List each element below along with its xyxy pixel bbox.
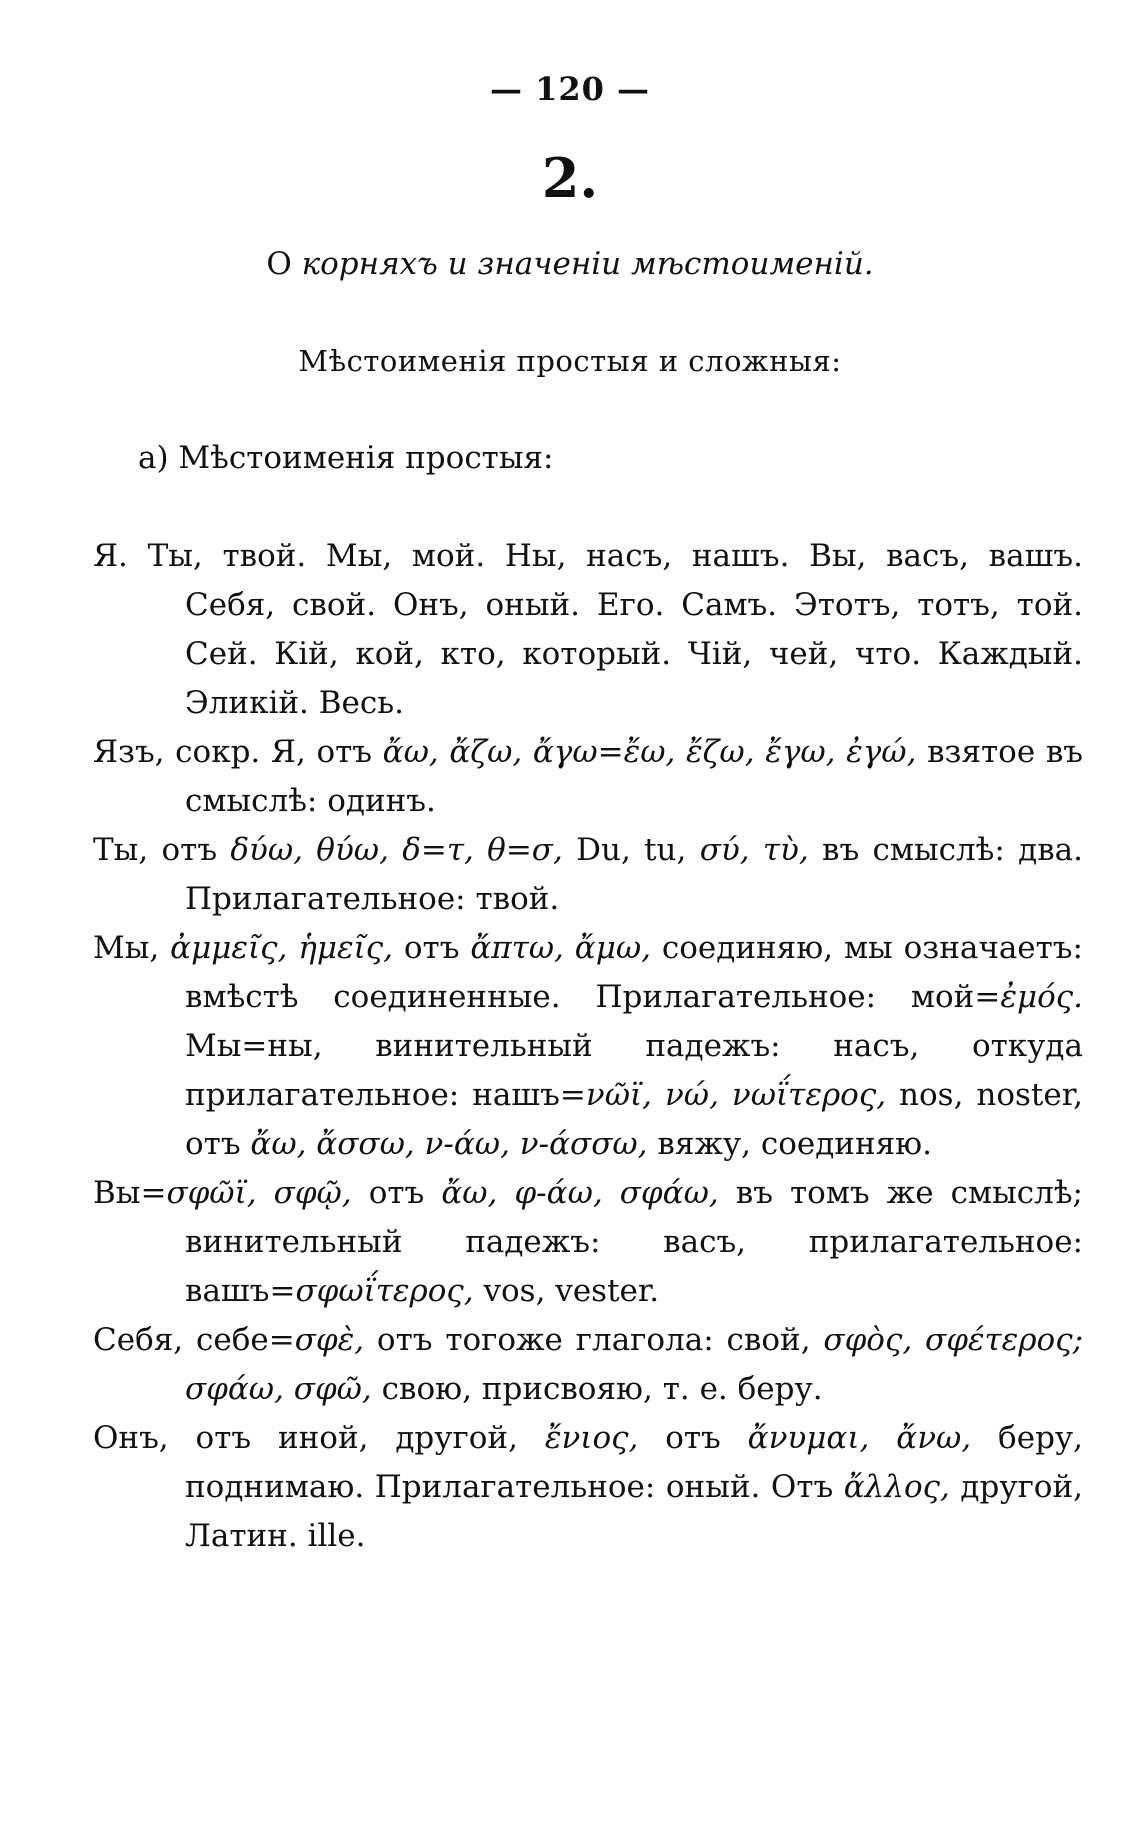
greek-text: σφὲ, (294, 1322, 365, 1358)
greek-text: ἄνυμαι, ἄνω, (747, 1420, 972, 1456)
entry-paragraph (93, 728, 1083, 826)
section-title-italic: корняхъ и значеніи мѣстоименій. (301, 246, 874, 282)
entry-text: Мы, (93, 930, 171, 966)
greek-text: ἄπτω, ἄμω, (470, 930, 651, 966)
greek-text: σύ, τὺ, (699, 832, 809, 868)
entry-text: Онъ, отъ иной, другой, (93, 1420, 545, 1456)
greek-text: ἀμμεῖς, ἡμεῖς, (170, 930, 393, 966)
entry-text: соединяю, мы означаетъ: вмѣстѣ соединенные. Прилагательное: мой= (185, 930, 1083, 1015)
entry-text: въ томъ же смыслѣ; винительный падежъ: васъ, прилагательное: вашъ= (185, 1175, 1083, 1309)
entry-text: отъ (351, 1175, 442, 1211)
entry-paragraph (93, 1316, 1083, 1414)
entry-text: отъ (638, 1420, 748, 1456)
greek-text: ἐμός. (1000, 979, 1083, 1015)
entry-text: Вы= (93, 1175, 167, 1211)
entry-text: nos, noster, отъ (185, 1077, 1083, 1162)
entry-paragraph (93, 924, 1083, 1169)
section-title (0, 246, 1140, 282)
entry-text: vos, vester. (473, 1273, 660, 1309)
entry-paragraph (93, 532, 1083, 728)
entry-text: Себя, себе= (93, 1322, 295, 1358)
entry-text: отъ тогоже глагола: свой, (364, 1322, 824, 1358)
greek-text: ἔνιος, (544, 1420, 639, 1456)
entry-text: Мы=ны, винительный падежъ: насъ, откуда прилагательное: нашъ= (185, 1028, 1083, 1113)
entry-text: свою, присвояю, т. е. беру. (371, 1371, 823, 1407)
entries-list (93, 532, 1083, 1561)
entry-text: Я. Ты, твой. Мы, мой. Ны, насъ, нашъ. Вы, васъ, вашъ. Себя, свой. Онъ, оный. Его. Самъ. Этотъ, тотъ, той. Сей. Кій, кой, кто, который. Чій, чей, что. Каждый. Эликій. Весь. (93, 538, 1083, 721)
greek-text: ἄω, ἄζω, ἄγω=ἔω, ἔζω, ἔγω, ἐγώ, (382, 734, 917, 770)
greek-text: σφῶϊ, σφῷ, (166, 1175, 352, 1211)
greek-text: ἄλλος, (843, 1469, 950, 1505)
greek-text: δύω, θύω, δ=τ, θ=σ, (230, 832, 563, 868)
entry-text: беру, поднимаю. Прилагательное: оный. Отъ (185, 1420, 1084, 1505)
subheading: Мѣстоименія простыя и сложныя: (298, 344, 842, 378)
page-number: — 120 — (489, 70, 651, 108)
entry-paragraph (93, 826, 1083, 924)
greek-text: ἄω, ἄσσω, ν-άω, ν-άσσω, (250, 1126, 648, 1162)
entry-text: вяжу, соединяю. (647, 1126, 933, 1162)
subsection-label: a) Мѣстоименія простыя: (138, 440, 554, 476)
entry-text: другой, Латин. ille. (185, 1469, 1083, 1554)
entry-text: Язъ, сокр. Я, отъ (93, 734, 383, 770)
entry-paragraph (93, 1414, 1083, 1561)
entry-text: Ты, отъ (93, 832, 231, 868)
greek-text: σφάω, σφῶ, (185, 1371, 372, 1407)
section-title-prefix: О (266, 246, 302, 282)
greek-text: ἄω, φ-άω, σφάω, (441, 1175, 719, 1211)
entry-text: Du, tu, (562, 832, 700, 868)
greek-text: νῶϊ, νώ, νωΐτερος, (585, 1077, 887, 1113)
greek-text: σφὸς, σφέτερος; (823, 1322, 1084, 1358)
entry-text: въ смыслѣ: два. Прилагательное: твой. (185, 832, 1083, 917)
greek-text: σφωΐτερος, (295, 1273, 474, 1309)
entry-paragraph (93, 1169, 1083, 1316)
entry-text: отъ (393, 930, 471, 966)
entry-text: взятое въ смыслѣ: одинъ. (185, 734, 1083, 819)
section-number: 2. (541, 146, 599, 210)
